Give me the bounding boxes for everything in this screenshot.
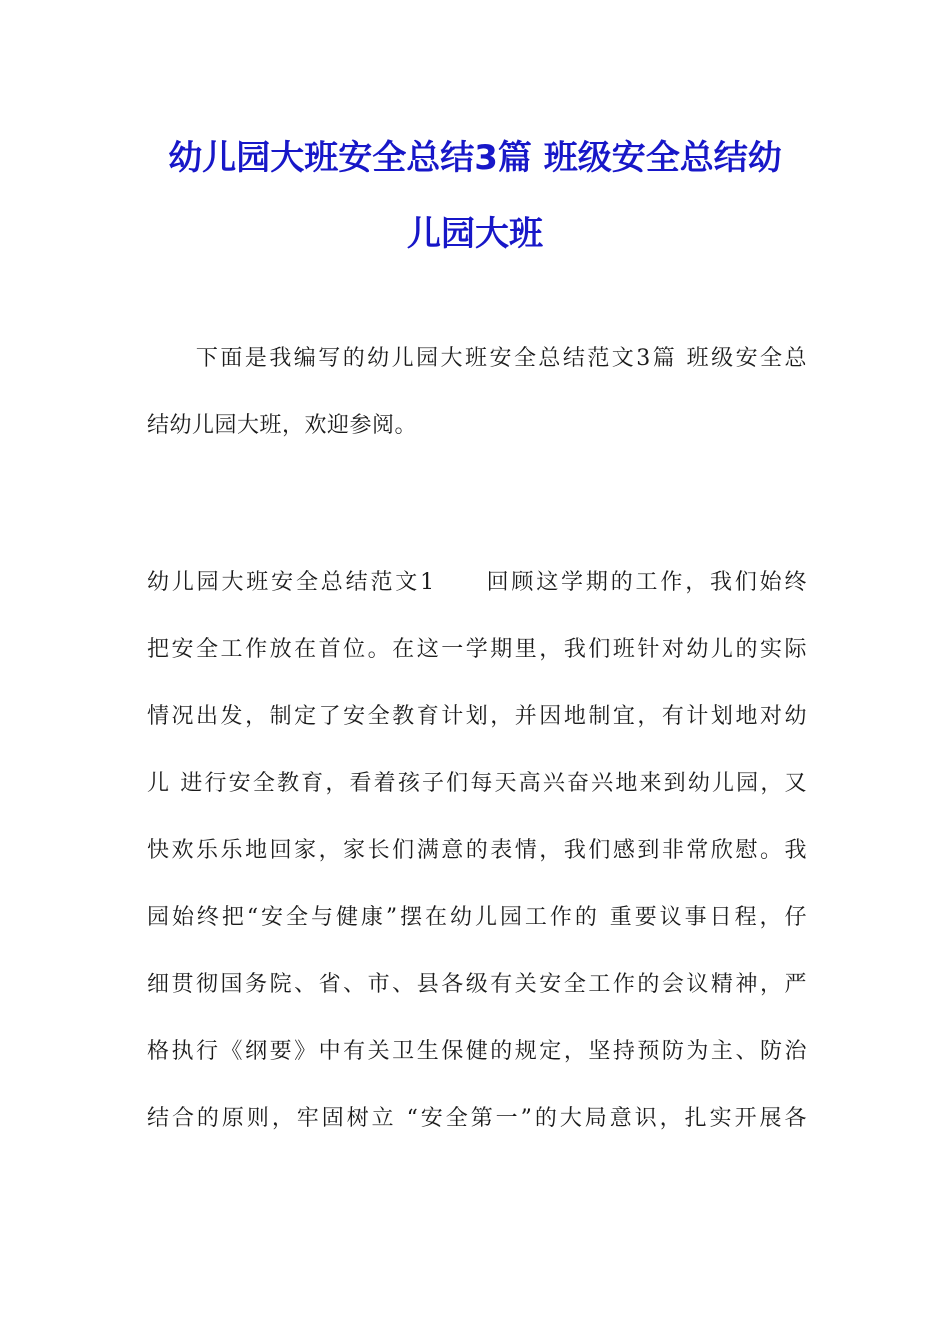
body-line: 幼儿园大班安全总结范文1 回顾这学期的工作，我们始终 bbox=[147, 570, 807, 595]
intro-line: 结幼儿园大班，欢迎参阅。 bbox=[147, 413, 418, 438]
title-line-1: 幼儿园大班安全总结3篇 班级安全总结幼 bbox=[168, 138, 782, 178]
body-line: 园始终把“安全与健康”摆在幼儿园工作的 重要议事日程，仔 bbox=[147, 905, 807, 930]
body-line: 格执行《纲要》中有关卫生保健的规定，坚持预防为主、防治 bbox=[147, 1039, 807, 1064]
intro-paragraph bbox=[147, 325, 807, 459]
title-line-2: 儿园大班 bbox=[407, 214, 543, 254]
body-paragraph bbox=[147, 549, 807, 1152]
body-line: 情况出发，制定了安全教育计划，并因地制宜，有计划地对幼 bbox=[147, 704, 807, 729]
body-line: 结合的原则，牢固树立 “安全第一”的大局意识，扎实开展各 bbox=[147, 1106, 807, 1131]
intro-line: 下面是我编写的幼儿园大班安全总结范文3篇 班级安全总 bbox=[147, 346, 807, 371]
document-title bbox=[100, 120, 850, 272]
body-line: 快欢乐乐地回家，家长们满意的表情，我们感到非常欣慰。我 bbox=[147, 838, 807, 863]
body-line: 细贯彻国务院、省、市、县各级有关安全工作的会议精神，严 bbox=[147, 972, 807, 997]
body-line: 把安全工作放在首位。在这一学期里，我们班针对幼儿的实际 bbox=[147, 637, 807, 662]
body-line: 儿 进行安全教育，看着孩子们每天高兴奋兴地来到幼儿园，又 bbox=[147, 771, 807, 796]
